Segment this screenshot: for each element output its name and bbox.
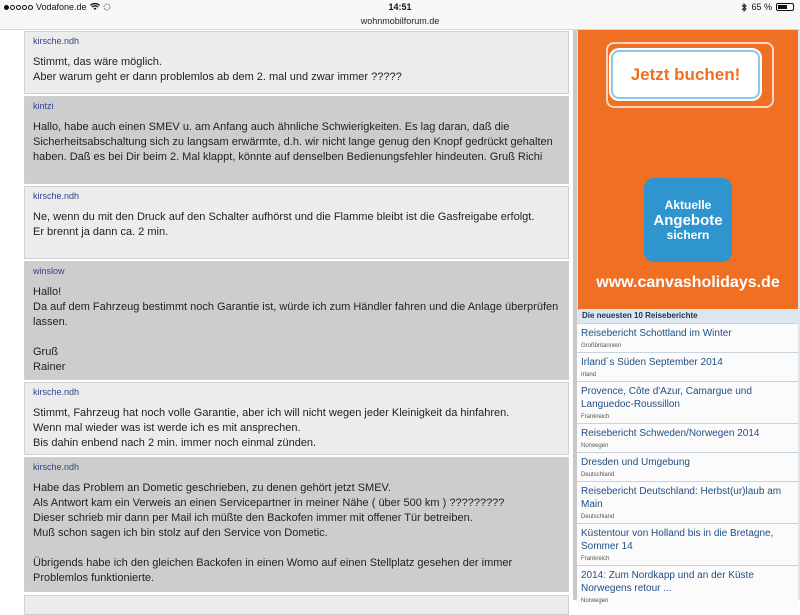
- forum-post: [24, 457, 569, 592]
- forum-post: [24, 96, 569, 184]
- forum-post-partial: [24, 595, 569, 615]
- report-country: Großbritannien: [581, 343, 622, 349]
- post-line: [33, 330, 560, 345]
- report-item[interactable]: [577, 352, 798, 381]
- url-bar[interactable]: wohnmobilforum.de: [0, 14, 800, 30]
- report-country: Norwegen: [581, 443, 609, 449]
- badge-line: Angebote: [653, 211, 723, 229]
- post-line: Stimmt, das wäre möglich.: [33, 56, 162, 68]
- report-title[interactable]: Reisebericht Schweden/Norwegen 2014: [581, 428, 760, 439]
- post-author[interactable]: kirsche.ndh: [33, 191, 80, 201]
- report-item[interactable]: [577, 481, 798, 523]
- post-body: [33, 55, 560, 85]
- forum-post: [24, 382, 569, 455]
- post-author[interactable]: kirsche.ndh: [33, 462, 80, 472]
- post-line: Gruß: [33, 346, 59, 358]
- battery-percent: 65 %: [751, 2, 772, 12]
- post-body: [33, 481, 560, 586]
- sidebar: [577, 30, 800, 604]
- post-line: Er brennt ja dann ca. 2 min.: [33, 226, 169, 238]
- battery-icon: [776, 3, 794, 11]
- post-line: Hallo, habe auch einen SMEV u. am Anfang auch ähnliche Schwierigkeiten. Es lag daran, daß die Sicherheitsabschaltung sich zu langsam erwärmte, d.h. wir nicht lange genug den Knopf gedrückt gehalten haben. Daß es bei Dir beim 2. Mal klappt, könnte auf denselben Bedienungsfehler hindeuten. Gruß Richi: [33, 121, 553, 163]
- battery-fill: [778, 5, 787, 9]
- reports-heading: Die neuesten 10 Reiseberichte: [579, 309, 798, 323]
- post-line: Ne, wenn du mit den Druck auf den Schalter aufhörst und die Flamme bleibt ist die Gasfreigabe erfolgt.: [33, 211, 535, 223]
- post-line: Stimmt, Fahrzeug hat noch volle Garantie, aber ich will nicht wegen jeder Kleinigkeit da hinfahren.: [33, 407, 510, 419]
- forum-post: [24, 31, 569, 94]
- badge-line: sichern: [666, 227, 710, 242]
- post-author[interactable]: winslow: [33, 266, 65, 276]
- post-line: Aber warum geht er dann problemlos ab dem 2. mal und zwar immer ?????: [33, 71, 402, 83]
- post-line: [33, 541, 560, 556]
- report-country: Deutschland: [581, 472, 615, 478]
- carrier-name: Vodafone.de: [36, 2, 87, 12]
- post-line: Da auf dem Fahrzeug bestimmt noch Garantie ist, würde ich zum Händler fahren und die Anlage überprüfen lassen.: [33, 301, 559, 328]
- report-country: Irland: [581, 372, 597, 378]
- report-item[interactable]: [577, 381, 798, 423]
- report-item[interactable]: [577, 423, 798, 452]
- book-now-button[interactable]: Jetzt buchen!: [613, 52, 758, 97]
- bluetooth-icon: [741, 3, 747, 12]
- post-body: [33, 285, 560, 375]
- post-line: Bis dahin enbend nach 2 min. immer noch einmal zünden.: [33, 437, 317, 449]
- post-line: Übrigends habe ich den gleichen Backofen in einen Womo auf einen Stellplatz gesehen der immer Problemlos funktionierte.: [33, 557, 513, 584]
- report-country: Norwegen: [581, 598, 609, 604]
- canvas-holidays-ad[interactable]: [578, 30, 798, 310]
- post-body: [33, 406, 560, 451]
- post-line: Wenn mal wieder was ist werde ich es mit ansprechen.: [33, 422, 301, 434]
- status-bar: [0, 0, 800, 14]
- report-item[interactable]: [577, 565, 798, 607]
- forum-post: [24, 186, 569, 259]
- forum-thread: [0, 30, 573, 600]
- post-line: Dieser schrieb mir dann per Mail ich müßte den Backofen immer mit offener Tür betreiben.: [33, 512, 473, 524]
- report-title[interactable]: Dresden und Umgebung: [581, 457, 690, 468]
- report-item[interactable]: [577, 523, 798, 565]
- post-author[interactable]: kintzi: [33, 101, 54, 111]
- post-line: Als Antwort kam ein Verweis an einen Servicepartner in meiner Nähe ( über 500 km ) ?????????: [33, 497, 505, 509]
- status-right: [741, 2, 794, 12]
- forum-post: [24, 261, 569, 380]
- reports-list: [577, 323, 798, 607]
- report-item[interactable]: [577, 452, 798, 481]
- report-title[interactable]: Reisebericht Schottland im Winter: [581, 328, 732, 339]
- post-line: Muß schon sagen ich bin stolz auf den Service von Dometic.: [33, 527, 328, 539]
- post-line: Habe das Problem an Dometic geschrieben, zu denen gehört jetzt SMEV.: [33, 482, 391, 494]
- offers-badge[interactable]: [644, 178, 732, 262]
- badge-line: Aktuelle: [664, 197, 712, 212]
- post-line: Hallo!: [33, 286, 62, 298]
- post-body: [33, 210, 560, 240]
- report-country: Frankreich: [581, 414, 610, 420]
- report-country: Frankreich: [581, 556, 610, 562]
- report-title[interactable]: Reisebericht Deutschland: Herbst(ur)laub am Main: [581, 486, 782, 510]
- ad-url[interactable]: www.canvasholidays.de: [596, 274, 780, 291]
- clock: 14:51: [388, 2, 412, 12]
- post-author[interactable]: kirsche.ndh: [33, 36, 80, 46]
- report-country: Deutschland: [581, 514, 615, 520]
- report-item[interactable]: [577, 323, 798, 352]
- report-title[interactable]: Irland´s Süden September 2014: [581, 357, 723, 368]
- post-author[interactable]: kirsche.ndh: [33, 387, 80, 397]
- report-title[interactable]: Küstentour von Holland bis in die Bretagne, Sommer 14: [581, 528, 774, 552]
- post-line: Rainer: [33, 361, 66, 373]
- report-title[interactable]: Provence, Côte d'Azur, Camargue und Languedoc-Roussillon: [581, 386, 752, 410]
- post-body: [33, 120, 560, 165]
- report-title[interactable]: 2014: Zum Nordkapp und an der Küste Norwegens retour ...: [581, 570, 754, 594]
